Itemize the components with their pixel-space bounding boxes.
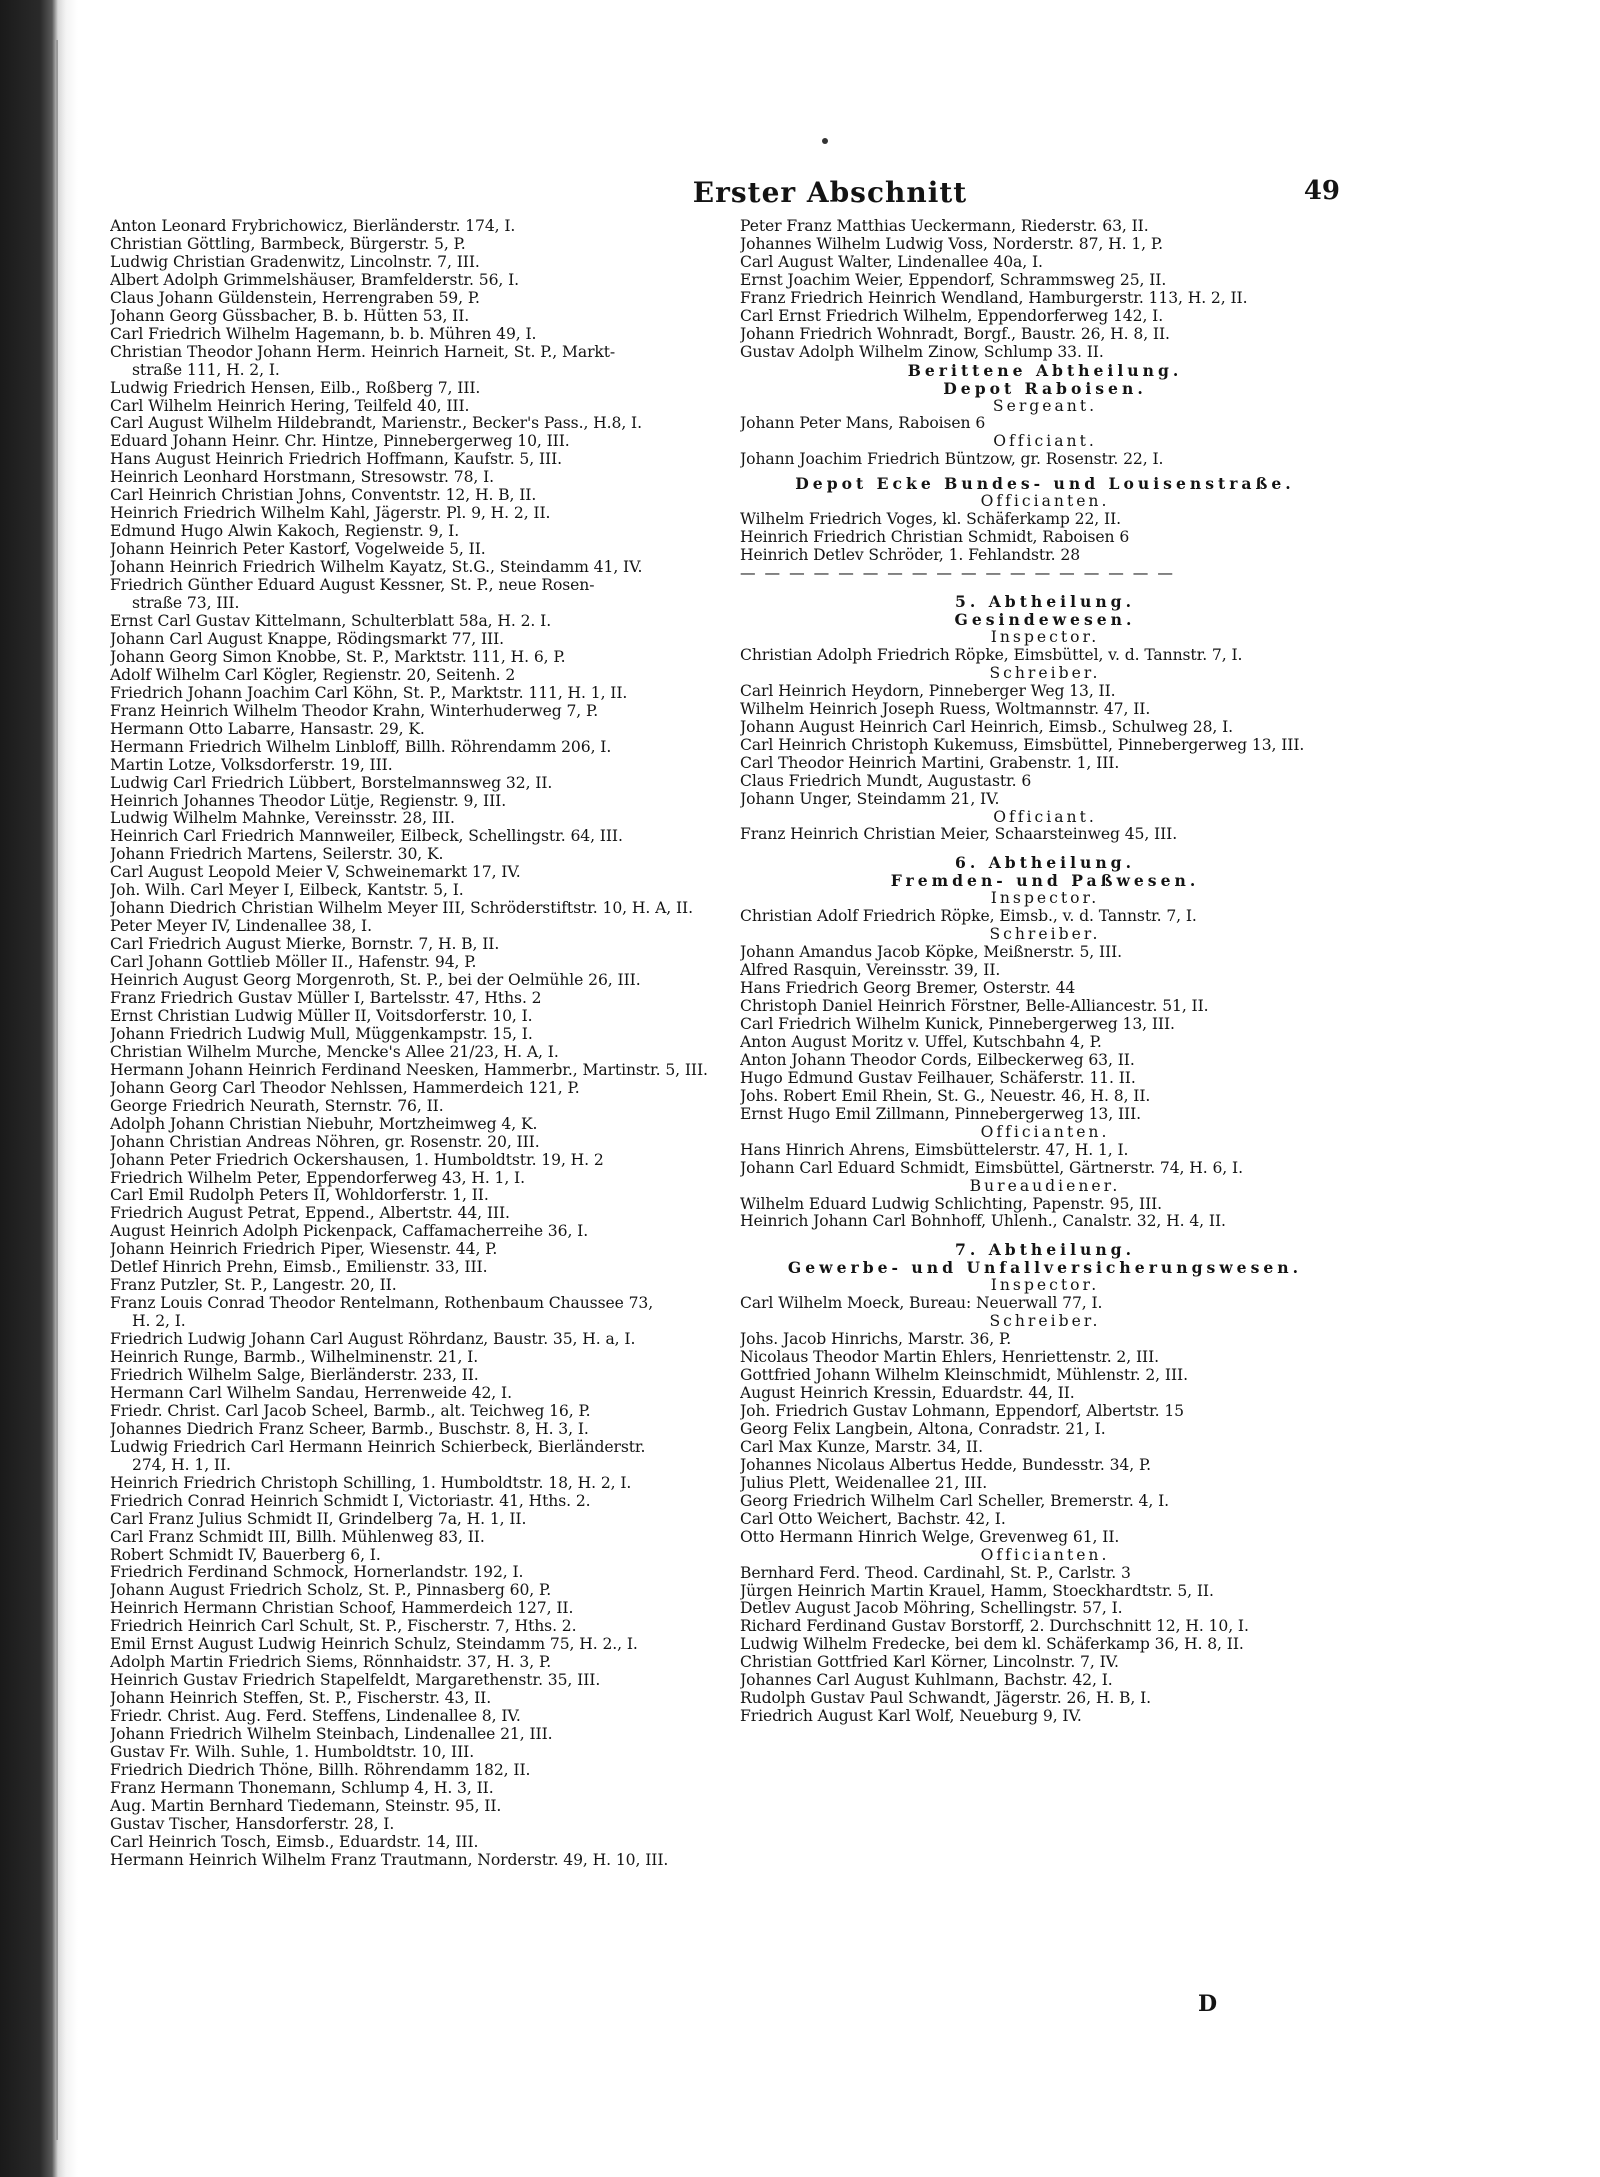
list-item: Joh. Wilh. Carl Meyer I, Eilbeck, Kantstr. 5, I. [110,882,464,900]
list-item: Heinrich Carl Friedrich Mannweiler, Eilbeck, Schellingstr. 64, III. [110,828,623,846]
right-column [740,218,1350,1726]
list-item: Friedrich Diedrich Thöne, Billh. Röhrendamm 182, II. [110,1761,531,1779]
list-item: Johannes Diedrich Franz Scheer, Barmb., Buschstr. 8, H. 3, I. [110,1420,589,1438]
list-item: Carl Johann Gottlieb Möller II., Hafenstr. 94, P. [110,954,477,972]
list-item: straße 111, H. 2, I. [132,361,280,379]
list-item: Hermann Heinrich Wilhelm Franz Trautmann, Norderstr. 49, H. 10, III. [110,1851,669,1869]
list-item: Heinrich August Georg Morgenroth, St. P., bei der Oelmühle 26, III. [110,972,641,990]
list-item: Johann Carl August Knappe, Rödingsmarkt 77, III. [110,630,505,648]
list-item: Franz Hermann Thonemann, Schlump 4, H. 3, II. [110,1779,494,1797]
list-item: Carl Heinrich Heydorn, Pinneberger Weg 13, II. [740,682,1116,700]
list-item: Friedrich Johann Joachim Carl Köhn, St. P., Marktstr. 111, H. 1, II. [110,684,628,702]
list-item: Wilhelm Friedrich Voges, kl. Schäferkamp 22, II. [740,511,1121,529]
list-item: Hans Friedrich Georg Bremer, Osterstr. 44 [740,980,1076,998]
list-item: Johs. Robert Emil Rhein, St. G., Neuestr. 46, H. 8, II. [740,1087,1151,1105]
list-item: Ludwig Friedrich Hensen, Eilb., Roßberg 7, III. [110,379,481,397]
list-item: Otto Hermann Hinrich Welge, Grevenweg 61, II. [740,1528,1120,1546]
section5-schreiber-list [740,683,1350,809]
sergeant-label: Sergeant. [992,397,1098,415]
list-item: Anton Johann Theodor Cords, Eilbeckerweg 63, II. [740,1051,1135,1069]
list-item: Carl Friedrich August Mierke, Bornstr. 7, H. B, II. [110,936,500,954]
list-item: Georg Felix Langbein, Altona, Conradstr. 21, I. [740,1420,1106,1438]
list-item: Carl August Walter, Lindenallee 40a, I. [740,253,1043,271]
list-item: Ludwig Friedrich Carl Hermann Heinrich Schierbeck, Bierländerstr. [110,1438,646,1456]
section6-bureaudiener-list [740,1196,1350,1232]
list-item: Johann August Friedrich Scholz, St. P., Pinnasberg 60, P. [110,1582,552,1600]
list-item: Heinrich Johannes Theodor Lütje, Regienstr. 9, III. [110,792,507,810]
section5-inspector-label: Inspector. [990,628,1100,646]
list-item: Adolph Martin Friedrich Siems, Rönnhaidstr. 37, H. 3, P. [110,1654,552,1672]
list-item: Anton Leonard Frybrichowicz, Bierländerstr. 174, I. [110,218,516,235]
list-item: Jürgen Heinrich Martin Krauel, Hamm, Stoeckhardtstr. 5, II. [740,1582,1214,1600]
list-item: Nicolaus Theodor Martin Ehlers, Henriettenstr. 2, III. [740,1349,1160,1367]
list-item: Johann Carl Eduard Schmidt, Eimsbüttel, Gärtnerstr. 74, H. 6, I. [740,1159,1243,1177]
list-item: Johann Amandus Jacob Köpke, Meißnerstr. 5, III. [740,944,1123,962]
list-item: Johann Unger, Steindamm 21, IV. [740,790,1000,808]
officiant-entry: Johann Joachim Friedrich Büntzow, gr. Rosenstr. 22, I. [740,451,1164,469]
section7-subheading: Gewerbe- und Unfallversicherungswesen. [787,1259,1303,1278]
section5-schreiber-label: Schreiber. [989,664,1101,682]
list-item: Heinrich Detlev Schröder, 1. Fehlandstr. 28 [740,547,1081,565]
list-item: H. 2, I. [132,1313,186,1331]
list-item: Carl Theodor Heinrich Martini, Grabenstr. 1, III. [740,754,1120,772]
list-item: Franz Putzler, St. P., Langestr. 20, II. [110,1277,397,1295]
list-item: Aug. Martin Bernhard Tiedemann, Steinstr. 95, II. [110,1797,502,1815]
list-item: Hermann Carl Wilhelm Sandau, Herrenweide 42, I. [110,1384,512,1402]
officianten-label: Officianten. [980,493,1110,511]
list-item: Gustav Adolph Wilhelm Zinow, Schlump 33. II. [740,343,1104,361]
list-item: Heinrich Johann Carl Bohnhoff, Uhlenh., Canalstr. 32, H. 4, II. [740,1213,1226,1231]
list-item: Franz Heinrich Wilhelm Theodor Krahn, Winterhuderweg 7, P. [110,702,599,720]
list-item: Eduard Johann Heinr. Chr. Hintze, Pinnebergerweg 10, III. [110,433,570,451]
list-item: 274, H. 1, II. [132,1456,231,1474]
list-item: Heinrich Gustav Friedrich Stapelfeldt, Margarethenstr. 35, III. [110,1672,601,1690]
list-item: Johann Heinrich Steffen, St. P., Fischerstr. 43, II. [110,1690,492,1708]
section5-officiant: Franz Heinrich Christian Meier, Schaarsteinweg 45, III. [740,826,1178,844]
list-item: Claus Friedrich Mundt, Augustastr. 6 [740,772,1032,790]
section7-schreiber-list [740,1331,1350,1546]
left-column [110,218,724,1870]
list-item: Carl Franz Schmidt III, Billh. Mühlenweg 83, II. [110,1528,485,1546]
list-item: Johannes Carl August Kuhlmann, Bachstr. 42, I. [740,1672,1113,1690]
list-item: Christian Gottfried Karl Körner, Lincolnstr. 7, IV. [740,1654,1119,1672]
list-item: Carl Max Kunze, Marstr. 34, II. [740,1438,983,1456]
list-item: Anton August Moritz v. Uffel, Kutschbahn 4, P. [740,1033,1102,1051]
list-item: Julius Plett, Weidenallee 21, III. [740,1474,988,1492]
section7-inspector-label: Inspector. [990,1277,1100,1295]
list-item: Johann Friedrich Wohnradt, Borgf., Baustr. 26, H. 8, II. [740,325,1170,343]
list-item: Johannes Wilhelm Ludwig Voss, Norderstr. 87, H. 1, P. [740,235,1163,253]
list-item: George Friedrich Neurath, Sternstr. 76, II. [110,1097,444,1115]
list-item: Gottfried Johann Wilhelm Kleinschmidt, Mühlenstr. 2, III. [740,1367,1188,1385]
list-item: Carl Friedrich Wilhelm Kunick, Pinnebergerweg 13, III. [740,1015,1175,1033]
list-item: Ernst Hugo Emil Zillmann, Pinnebergerweg 13, III. [740,1105,1141,1123]
list-item: Friedrich August Karl Wolf, Neueburg 9, IV. [740,1708,1082,1726]
list-item: Friedrich Wilhelm Salge, Bierländerstr. 233, II. [110,1367,479,1384]
list-item: Hermann Friedrich Wilhelm Linbloff, Billh. Röhrendamm 206, I. [110,738,612,756]
list-item: Claus Johann Güldenstein, Herrengraben 59, P. [110,289,480,307]
section5-officiant-label: Officiant. [993,808,1097,826]
list-item: Johs. Jacob Hinrichs, Marstr. 36, P. [740,1331,1012,1349]
list-item: Friedrich Ferdinand Schmock, Hornerlandstr. 192, I. [110,1564,524,1582]
list-item: Carl August Leopold Meier V, Schweinemarkt 17, IV. [110,864,521,882]
list-item: Wilhelm Eduard Ludwig Schlichting, Papenstr. 95, III. [740,1195,1163,1213]
list-item: Franz Friedrich Gustav Müller I, Bartelsstr. 47, Hths. 2 [110,989,542,1007]
list-item: Hans August Heinrich Friedrich Hoffmann, Kaufstr. 5, III. [110,451,563,469]
list-item: Ludwig Christian Gradenwitz, Lincolnstr. 7, III. [110,253,480,271]
list-item: Friedrich Heinrich Carl Schult, St. P., Fischerstr. 7, Hths. 2. [110,1618,577,1636]
list-item: Martin Lotze, Volksdorferstr. 19, III. [110,756,393,774]
list-item: Franz Friedrich Heinrich Wendland, Hamburgerstr. 113, H. 2, II. [740,289,1248,307]
section7-schreiber-label: Schreiber. [989,1313,1101,1331]
list-item: Johann Christian Andreas Nöhren, gr. Rosenstr. 20, III. [110,1133,540,1151]
list-item: Carl Friedrich Wilhelm Hagemann, b. b. Mühren 49, I. [110,325,537,343]
list-item: Heinrich Friedrich Wilhelm Kahl, Jägerstr. Pl. 9, H. 2, II. [110,505,551,523]
list-item: Johann Friedrich Martens, Seilerstr. 30, K. [110,846,444,864]
list-item: Johann Heinrich Friedrich Wilhelm Kayatz, St.G., Steindamm 41, IV. [110,559,643,577]
list-item: Joh. Friedrich Gustav Lohmann, Eppendorf, Albertstr. 15 [740,1403,1184,1420]
list-item: Gustav Fr. Wilh. Suhle, 1. Humboldtstr. 10, III. [110,1744,475,1762]
list-item: straße 73, III. [132,595,240,613]
page-title: Erster Abschnitt [692,176,968,209]
list-item: Heinrich Friedrich Christian Schmidt, Raboisen 6 [740,529,1130,547]
list-item: Ludwig Wilhelm Mahnke, Vereinsstr. 28, III. [110,810,455,828]
list-item: Friedrich Günther Eduard August Kessner, St. P., neue Rosen- [110,577,595,595]
page-header [110,176,1340,216]
section6-officianten-label: Officianten. [980,1123,1110,1141]
list-item: Georg Friedrich Wilhelm Carl Scheller, Bremerstr. 4, I. [740,1492,1169,1510]
top-entries-list [740,218,1350,362]
scan-speck [822,138,828,144]
list-item: Christian Wilhelm Murche, Mencke's Allee 21/23, H. A, I. [110,1043,559,1061]
list-item: Ernst Joachim Weier, Eppendorf, Schrammsweg 25, II. [740,271,1167,289]
list-item: Emil Ernst August Ludwig Heinrich Schulz, Steindamm 75, H. 2., I. [110,1636,638,1654]
list-item: Hermann Johann Heinrich Ferdinand Neesken, Hammerbr., Martinstr. 5, III. [110,1061,708,1079]
list-item: Hermann Otto Labarre, Hansastr. 29, K. [110,720,425,738]
list-item: Franz Louis Conrad Theodor Rentelmann, Rothenbaum Chaussee 73, [110,1295,654,1313]
section5-inspector: Christian Adolph Friedrich Röpke, Eimsbüttel, v. d. Tannstr. 7, I. [740,646,1243,664]
list-item: Johann Heinrich Friedrich Piper, Wiesenstr. 44, P. [110,1241,498,1259]
list-item: Carl August Wilhelm Hildebrandt, Marienstr., Becker's Pass., H.8, I. [110,415,642,433]
list-item: Friedrich August Petrat, Eppend., Albertstr. 44, III. [110,1205,510,1223]
list-item: Carl Wilhelm Heinrich Hering, Teilfeld 40, III. [110,397,470,415]
list-item: Christian Theodor Johann Herm. Heinrich Harneit, St. P., Markt- [110,343,616,361]
section6-subheading: Fremden- und Paßwesen. [890,872,1200,891]
list-item: Heinrich Hermann Christian Schoof, Hammerdeich 127, II. [110,1600,574,1618]
list-item: Johann Heinrich Peter Kastorf, Vogelweide 5, II. [110,541,486,559]
list-item: Carl Heinrich Christoph Kukemuss, Eimsbüttel, Pinnebergerweg 13, III. [740,736,1305,754]
list-item: Johann Friedrich Wilhelm Steinbach, Lindenallee 21, III. [110,1726,553,1744]
list-item: Hugo Edmund Gustav Feilhauer, Schäferstr. 11. II. [740,1069,1136,1087]
list-item: Heinrich Friedrich Christoph Schilling, 1. Humboldtstr. 18, H. 2, I. [110,1474,632,1492]
list-item: Carl Heinrich Christian Johns, Conventstr. 12, H. B, II. [110,487,537,505]
list-item: Friedr. Christ. Carl Jacob Scheel, Barmb., alt. Teichweg 16, P. [110,1402,591,1420]
list-item: August Heinrich Kressin, Eduardstr. 44, II. [740,1385,1075,1403]
list-item: Richard Ferdinand Gustav Borstorff, 2. Durchschnitt 12, H. 10, I. [740,1618,1249,1636]
list-item: Peter Franz Matthias Ueckermann, Riederstr. 63, II. [740,218,1149,235]
section6-schreiber-list [740,944,1350,1124]
scan-binding-edge [0,0,78,2177]
list-item: Carl Otto Weichert, Bachstr. 42, I. [740,1510,1006,1528]
list-item: Carl Franz Julius Schmidt II, Grindelberg 7a, H. 1, II. [110,1510,527,1528]
list-item: August Heinrich Adolph Pickenpack, Caffamacherreihe 36, I. [110,1223,589,1241]
section6-bureaudiener-label: Bureaudiener. [969,1177,1121,1195]
list-item: Heinrich Leonhard Horstmann, Stresowstr. 78, I. [110,469,495,487]
list-item: Friedrich Conrad Heinrich Schmidt I, Victoriastr. 41, Hths. 2. [110,1492,591,1510]
section6-heading: 6. Abtheilung. [954,854,1136,873]
list-item: Bernhard Ferd. Theod. Cardinahl, St. P., Carlstr. 3 [740,1564,1131,1582]
catchword: D [1198,1991,1218,2017]
list-item: Ludwig Carl Friedrich Lübbert, Borstelmannsweg 32, II. [110,774,553,792]
list-item: Adolf Wilhelm Carl Kögler, Regienstr. 20, Seitenh. 2 [110,666,516,684]
officiant-label: Officiant. [993,433,1097,451]
depot-raboisen-heading: Depot Raboisen. [943,379,1147,398]
depot-ecke-heading: Depot Ecke Bundes- und Louisenstraße. [795,475,1295,494]
list-item: Friedr. Christ. Aug. Ferd. Steffens, Lindenallee 8, IV. [110,1708,521,1726]
list-item: Johann Peter Friedrich Ockershausen, 1. Humboldtstr. 19, H. 2 [110,1151,604,1169]
section7-heading: 7. Abtheilung. [954,1241,1136,1260]
list-item: Johann Diedrich Christian Wilhelm Meyer III, Schröderstiftstr. 10, H. A, II. [110,900,693,918]
sergeant-entry: Johann Peter Mans, Raboisen 6 [740,415,986,433]
list-item: Alfred Rasquin, Vereinsstr. 39, II. [740,962,1001,980]
list-item: Detlef Hinrich Prehn, Eimsb., Emilienstr. 33, III. [110,1259,488,1277]
list-item: Ernst Carl Gustav Kittelmann, Schulterblatt 58a, H. 2. I. [110,612,552,630]
list-item: Johann Friedrich Ludwig Mull, Müggenkampstr. 15, I. [110,1025,533,1043]
section7-officianten-label: Officianten. [980,1546,1110,1564]
list-item: Christoph Daniel Heinrich Förstner, Belle-Alliancestr. 51, II. [740,998,1209,1016]
separator-dashes: — — — — — — — — — — — — — — — — — — [740,565,1175,583]
list-item: Rudolph Gustav Paul Schwandt, Jägerstr. 26, H. B, I. [740,1690,1152,1708]
list-item: Carl Emil Rudolph Peters II, Wohldorferstr. 1, II. [110,1187,489,1205]
list-item: Johann Georg Carl Theodor Nehlssen, Hammerdeich 121, P. [110,1079,580,1097]
list-item: Adolph Johann Christian Niebuhr, Mortzheimweg 4, K. [110,1115,538,1133]
list-item: Carl Ernst Friedrich Wilhelm, Eppendorferweg 142, I. [740,307,1164,325]
list-item: Detlev August Jacob Möhring, Schellingstr. 57, I. [740,1600,1123,1618]
list-item: Heinrich Runge, Barmb., Wilhelminenstr. 21, I. [110,1349,479,1367]
list-item: Friedrich Wilhelm Peter, Eppendorferweg 43, H. 1, I. [110,1169,525,1187]
depot-ecke-list [740,511,1350,565]
section5-heading: 5. Abtheilung. [954,593,1136,612]
mounted-division-heading: Berittene Abtheilung. [907,361,1183,380]
list-item: Christian Göttling, Barmbeck, Bürgerstr. 5, P. [110,235,466,253]
list-item: Ernst Christian Ludwig Müller II, Voitsdorferstr. 10, I. [110,1007,533,1025]
section6-inspector: Christian Adolf Friedrich Röpke, Eimsb., v. d. Tannstr. 7, I. [740,908,1197,926]
section5-subheading: Gesindewesen. [954,611,1136,629]
list-item: Albert Adolph Grimmelshäuser, Bramfelderstr. 56, I. [110,271,520,289]
list-item: Johann Georg Güssbacher, B. b. Hütten 53, II. [110,307,470,325]
list-item: Johann Georg Simon Knobbe, St. P., Marktstr. 111, H. 6, P. [110,648,566,666]
list-item: Robert Schmidt IV, Bauerberg 6, I. [110,1546,381,1564]
list-item: Wilhelm Heinrich Joseph Ruess, Woltmannstr. 47, II. [740,700,1151,718]
list-item: Carl Heinrich Tosch, Eimsb., Eduardstr. 14, III. [110,1833,479,1851]
section7-inspector: Carl Wilhelm Moeck, Bureau: Neuerwall 77, I. [740,1295,1103,1313]
section6-schreiber-label: Schreiber. [989,926,1101,944]
page-number: 49 [1303,176,1340,206]
list-item: Friedrich Ludwig Johann Carl August Röhrdanz, Baustr. 35, H. a, I. [110,1331,636,1349]
list-item: Edmund Hugo Alwin Kakoch, Regienstr. 9, I. [110,523,460,541]
list-item: Peter Meyer IV, Lindenallee 38, I. [110,918,372,936]
list-item: Johann August Heinrich Carl Heinrich, Eimsb., Schulweg 28, I. [740,718,1234,736]
list-item: Ludwig Wilhelm Fredecke, bei dem kl. Schäferkamp 36, H. 8, II. [740,1636,1244,1654]
list-item: Johannes Nicolaus Albertus Hedde, Bundesstr. 34, P. [740,1456,1152,1474]
list-item: Gustav Tischer, Hansdorferstr. 28, I. [110,1815,395,1833]
section7-officianten-list [740,1565,1350,1727]
section6-officianten-list [740,1142,1350,1178]
list-item: Hans Hinrich Ahrens, Eimsbüttelerstr. 47, H. 1, I. [740,1141,1129,1159]
section6-inspector-label: Inspector. [990,890,1100,908]
